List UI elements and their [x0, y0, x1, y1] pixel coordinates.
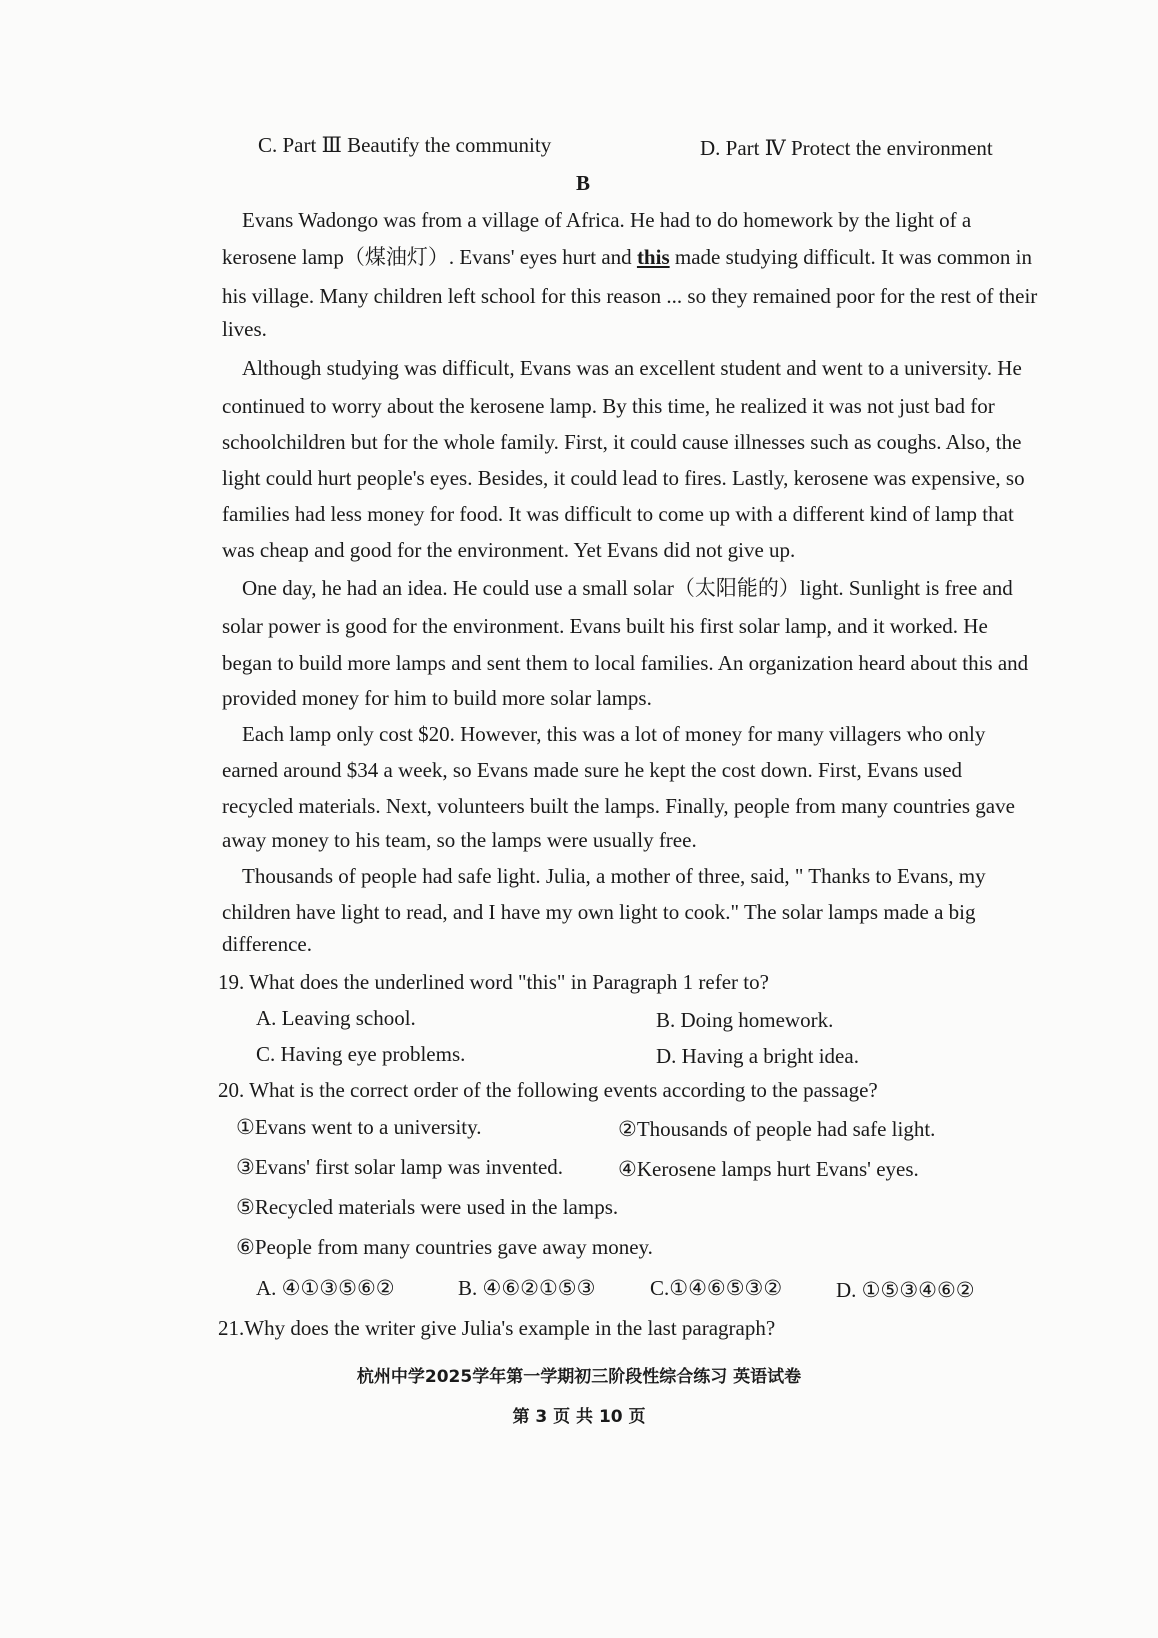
q20-option-d: D. ①⑤③④⑥②: [836, 1278, 975, 1302]
p1-line-3: his village. Many children left school for this reason ... so they remained poor for the rest of their: [222, 284, 1038, 308]
q20-event-6: ⑥People from many countries gave away money.: [236, 1235, 653, 1259]
q20-option-c: C.①④⑥⑤③②: [650, 1276, 783, 1300]
p2-line-5: families had less money for food. It was difficult to come up with a different kind of lamp that: [222, 502, 1014, 526]
p3-line-1: One day, he had an idea. He could use a small solar（太阳能的）light. Sunlight is free and: [242, 576, 1013, 600]
p4-line-2: earned around $34 a week, so Evans made sure he kept the cost down. First, Evans used: [222, 758, 963, 782]
q20-stem: 20. What is the correct order of the following events according to the passage?: [218, 1078, 878, 1102]
p5-line-1: Thousands of people had safe light. Julia, a mother of three, said, " Thanks to Evans, my: [242, 864, 986, 888]
p3-line-3: began to build more lamps and sent them to local families. An organization heard about this and: [222, 651, 1029, 675]
footer-title: 杭州中学2025学年第一学期初三阶段性综合练习 英语试卷: [356, 1367, 802, 1387]
p2-line-4: light could hurt people's eyes. Besides, it could lead to fires. Lastly, kerosene was expensive, so: [222, 466, 1025, 490]
q20-event-3: ③Evans' first solar lamp was invented.: [236, 1155, 564, 1179]
q20-event-4: ④Kerosene lamps hurt Evans' eyes.: [618, 1157, 919, 1181]
q20-event-5: ⑤Recycled materials were used in the lamps.: [236, 1195, 619, 1219]
q20-event-1: ①Evans went to a university.: [236, 1115, 482, 1139]
p3-line-4: provided money for him to build more solar lamps.: [222, 686, 652, 710]
p2-line-6: was cheap and good for the environment. Yet Evans did not give up.: [222, 538, 796, 562]
p4-line-3: recycled materials. Next, volunteers built the lamps. Finally, people from many countries gave: [222, 794, 1015, 818]
q20-option-b: B. ④⑥②①⑤③: [458, 1276, 596, 1300]
p1-line-2: kerosene lamp（煤油灯）. Evans' eyes hurt and this made studying difficult. It was common in: [222, 245, 1033, 269]
p3-line-2: solar power is good for the environment. Evans built his first solar lamp, and it worked. He: [222, 614, 988, 638]
q19-option-b: B. Doing homework.: [656, 1008, 834, 1032]
p5-line-2: children have light to read, and I have my own light to cook." The solar lamps made a big: [222, 900, 976, 924]
footer-page-number: 第 3 页 共 10 页: [512, 1407, 646, 1427]
p2-line-1: Although studying was difficult, Evans was an excellent student and went to a university. He: [242, 356, 1022, 380]
q19-option-c: C. Having eye problems.: [256, 1042, 466, 1066]
q20-option-a: A. ④①③⑤⑥②: [256, 1276, 395, 1300]
q21-stem: 21.Why does the writer give Julia's example in the last paragraph?: [218, 1316, 776, 1340]
option-d-prev: D. Part Ⅳ Protect the environment: [700, 136, 993, 160]
underlined-word-this: this: [636, 245, 670, 269]
p5-line-3: difference.: [222, 932, 312, 956]
p1-line-1: Evans Wadongo was from a village of Africa. He had to do homework by the light of a: [242, 208, 972, 232]
section-label: B: [576, 171, 591, 195]
q19-option-a: A. Leaving school.: [256, 1006, 416, 1030]
q19-option-d: D. Having a bright idea.: [656, 1044, 859, 1068]
q20-event-2: ②Thousands of people had safe light.: [618, 1117, 936, 1141]
p2-line-2: continued to worry about the kerosene lamp. By this time, he realized it was not just bad for: [222, 394, 995, 418]
p1-line-4: lives.: [222, 317, 267, 341]
option-c-prev: C. Part Ⅲ Beautify the community: [258, 133, 552, 157]
p4-line-4: away money to his team, so the lamps were usually free.: [222, 828, 697, 852]
p4-line-1: Each lamp only cost $20. However, this was a lot of money for many villagers who only: [242, 722, 986, 746]
q19-stem: 19. What does the underlined word "this" in Paragraph 1 refer to?: [218, 970, 769, 994]
p2-line-3: schoolchildren but for the whole family. First, it could cause illnesses such as coughs. Also, the: [222, 430, 1022, 454]
